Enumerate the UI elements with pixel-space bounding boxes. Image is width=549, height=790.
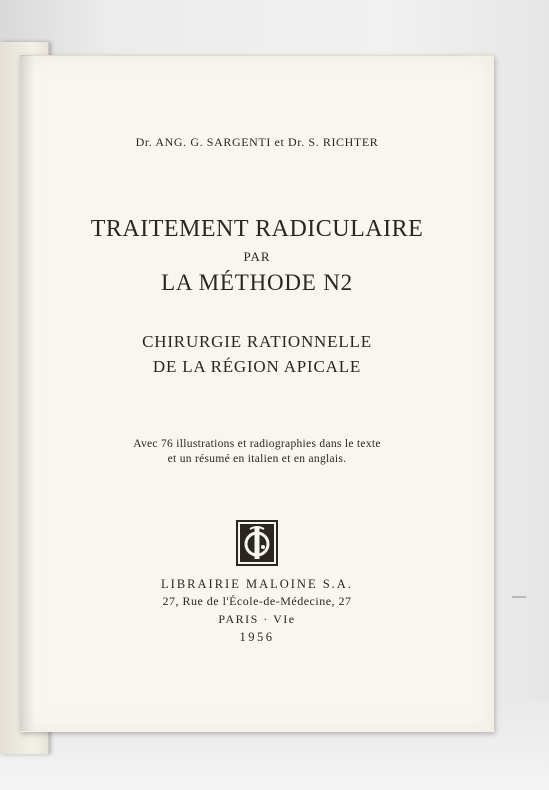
publisher-address: 27, Rue de l'École-de-Médecine, 27 bbox=[162, 594, 352, 608]
subtitle-line-1: CHIRURGIE RATIONNELLE bbox=[142, 332, 372, 351]
authors-line: Dr. ANG. G. SARGENTI et Dr. S. RICHTER bbox=[135, 135, 379, 149]
publication-year: 1956 bbox=[239, 630, 275, 644]
illustration-note-line-2: et un résumé en italien et en anglais. bbox=[167, 453, 347, 465]
title-line-2: LA MÉTHODE N2 bbox=[161, 270, 353, 295]
publisher-city: PARIS · VIe bbox=[218, 612, 296, 626]
subtitle-line-2: DE LA RÉGION APICALE bbox=[152, 357, 362, 376]
maloine-logo-icon bbox=[236, 520, 278, 566]
title-line-1: TRAITEMENT RADICULAIRE bbox=[90, 216, 424, 242]
illustration-note-line-1: Avec 76 illustrations et radiographies dans le texte bbox=[133, 438, 381, 450]
title-connector: PAR bbox=[243, 249, 271, 264]
background-mark bbox=[512, 596, 526, 598]
publisher-name: LIBRAIRIE MALOINE S.A. bbox=[161, 577, 353, 591]
